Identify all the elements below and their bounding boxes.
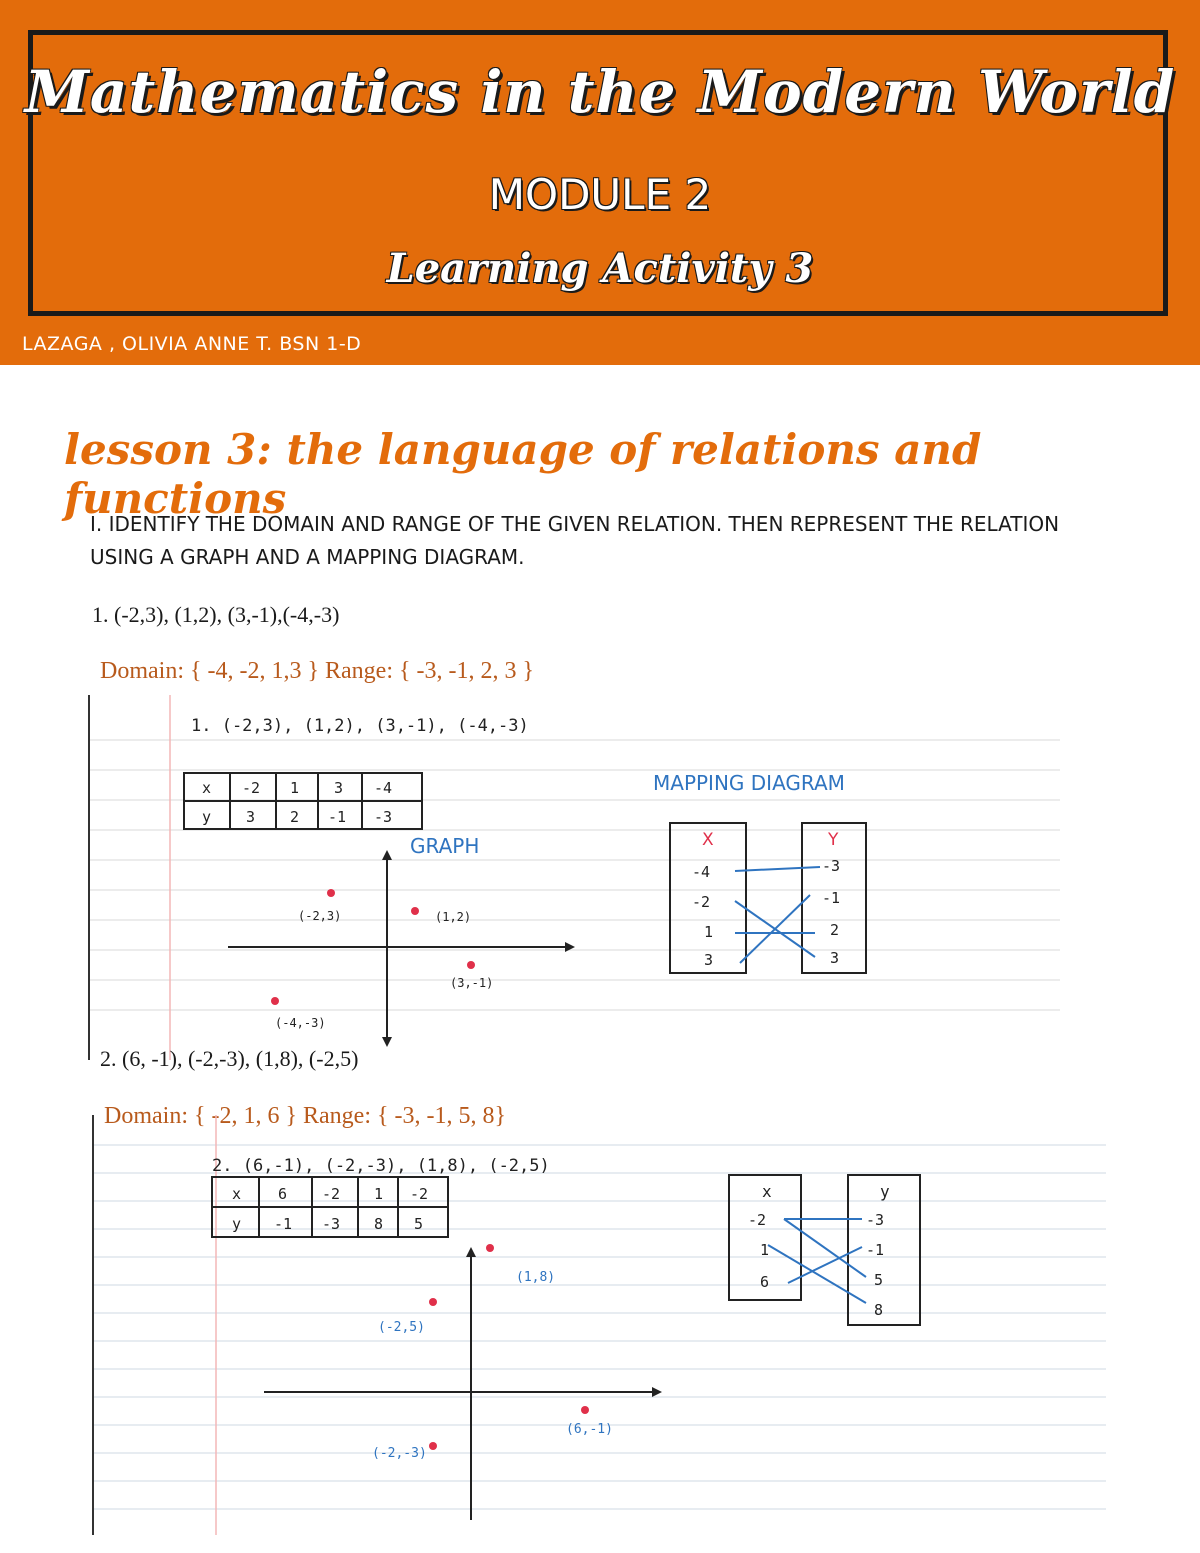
table-1-cell: -2 bbox=[242, 779, 261, 797]
plotted-point bbox=[467, 961, 475, 969]
activity-label: Learning Activity 3 bbox=[386, 245, 814, 292]
mapping-2-y-header: y bbox=[880, 1182, 890, 1201]
course-title: Mathematics in the Modern World bbox=[24, 58, 1176, 126]
table-2-cell: -3 bbox=[322, 1215, 341, 1233]
mapping-2-range-value: -1 bbox=[866, 1241, 885, 1259]
point-label: (-2,-3) bbox=[372, 1446, 427, 1461]
mapping-1-domain-value: -2 bbox=[692, 893, 711, 911]
point-label: (6,-1) bbox=[566, 1422, 613, 1437]
table-2-cell: 5 bbox=[414, 1215, 424, 1233]
mapping-1-x-header: X bbox=[702, 830, 714, 850]
notebook-photo-1 bbox=[88, 695, 1060, 1060]
notebook-photo-2 bbox=[92, 1115, 1106, 1535]
point-label: (3,-1) bbox=[450, 976, 494, 990]
table-1-cell: 3 bbox=[334, 779, 344, 797]
table-1-cell: 2 bbox=[290, 808, 300, 826]
instruction-text: I. IDENTIFY THE DOMAIN AND RANGE OF THE GIVEN RELATION. THEN REPRESENT THE RELATION USING A GRAPH AND A MAPPING DIAGRAM. bbox=[90, 512, 1060, 569]
mapping-2-domain-value: -2 bbox=[748, 1211, 767, 1229]
point-label: (-2,3) bbox=[298, 909, 342, 923]
graph-label: GRAPH bbox=[410, 834, 480, 858]
lesson-title: lesson 3: the language of relations and functions bbox=[64, 425, 982, 523]
plotted-point bbox=[411, 907, 419, 915]
mapping-2-x-header: x bbox=[762, 1182, 772, 1201]
point-label: (-2,5) bbox=[378, 1320, 425, 1335]
mapping-1-domain-value: 3 bbox=[704, 951, 714, 969]
header-banner bbox=[0, 0, 1200, 365]
table-2-cell: 8 bbox=[374, 1215, 384, 1233]
mapping-2-domain-value: 6 bbox=[760, 1273, 770, 1291]
table-1-x-header: x bbox=[202, 779, 212, 797]
table-2-cell: 1 bbox=[374, 1185, 384, 1203]
plotted-point bbox=[429, 1298, 437, 1306]
problem-2-domain-range: Domain: { -2, 1, 6 } Range: { -3, -1, 5, 8} bbox=[104, 1103, 507, 1129]
plotted-point bbox=[581, 1406, 589, 1414]
table-1-cell: 3 bbox=[246, 808, 256, 826]
table-2-cell: -2 bbox=[322, 1185, 341, 1203]
mapping-diagram-label: MAPPING DIAGRAM bbox=[653, 771, 845, 795]
plotted-point bbox=[327, 889, 335, 897]
notebook-2-drawing bbox=[94, 1115, 1106, 1535]
table-1-cell: 1 bbox=[290, 779, 300, 797]
mapping-2-range-value: -3 bbox=[866, 1211, 885, 1229]
point-label: (-4,-3) bbox=[275, 1016, 326, 1030]
table-2-x-header: x bbox=[232, 1185, 242, 1203]
module-label: MODULE 2 bbox=[488, 170, 712, 219]
mapping-1-range-value: 2 bbox=[830, 921, 840, 939]
mapping-1-domain-value: -4 bbox=[692, 863, 711, 881]
point-label: (1,8) bbox=[516, 1270, 556, 1285]
problem-1-relation: 1. (-2,3), (1,2), (3,-1),(-4,-3) bbox=[92, 602, 340, 627]
mapping-1-range-value: -3 bbox=[822, 857, 841, 875]
mapping-1-range-value: -1 bbox=[822, 889, 841, 907]
table-1-cell: -1 bbox=[328, 808, 347, 826]
mapping-2-domain-value: 1 bbox=[760, 1241, 770, 1259]
table-2-y-header: y bbox=[232, 1215, 242, 1233]
mapping-2-range-value: 8 bbox=[874, 1301, 884, 1319]
plotted-point bbox=[429, 1442, 437, 1450]
mapping-1-domain-value: 1 bbox=[704, 923, 714, 941]
handwritten-relation-1: 1. (-2,3), (1,2), (3,-1), (-4,-3) bbox=[191, 716, 529, 736]
problem-2-relation: 2. (6, -1), (-2,-3), (1,8), (-2,5) bbox=[100, 1046, 359, 1071]
notebook-1-drawing bbox=[90, 695, 1060, 1060]
table-2-cell: -2 bbox=[410, 1185, 429, 1203]
problem-1-domain-range: Domain: { -4, -2, 1,3 } Range: { -3, -1, 2, 3 } bbox=[100, 658, 535, 684]
table-2-cell: -1 bbox=[274, 1215, 293, 1233]
mapping-1-range-value: 3 bbox=[830, 949, 840, 967]
table-1-y-header: y bbox=[202, 808, 212, 826]
plotted-point bbox=[486, 1244, 494, 1252]
mapping-2-range-value: 5 bbox=[874, 1271, 884, 1289]
handwritten-relation-2: 2. (6,-1), (-2,-3), (1,8), (-2,5) bbox=[212, 1156, 550, 1176]
table-1-cell: -4 bbox=[374, 779, 393, 797]
table-1-cell: -3 bbox=[374, 808, 393, 826]
point-label: (1,2) bbox=[435, 910, 472, 924]
plotted-point bbox=[271, 997, 279, 1005]
mapping-1-y-header: Y bbox=[828, 830, 839, 850]
student-info: LAZAGA , OLIVIA ANNE T. BSN 1-D bbox=[22, 333, 362, 355]
table-2-cell: 6 bbox=[278, 1185, 288, 1203]
